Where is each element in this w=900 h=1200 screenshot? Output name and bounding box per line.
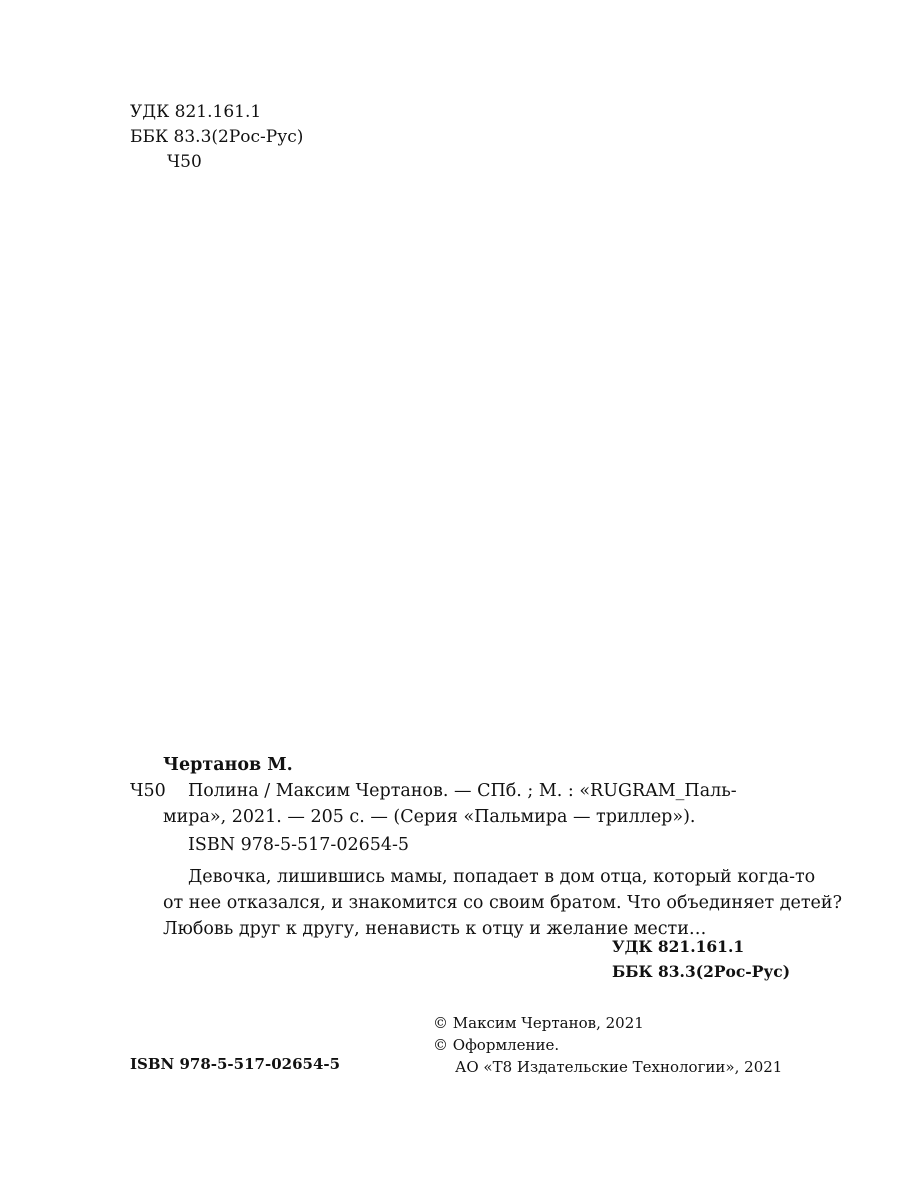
card-title-line-2: мира», 2021. — 205 с. — (Серия «Пальмира — триллер»). <box>163 807 696 827</box>
annotation-line-3: Любовь друг к другу, ненависть к отцу и желание мести… <box>163 919 707 939</box>
card-annotation <box>130 864 842 942</box>
card-title-row <box>130 778 770 804</box>
author-mark: Ч50 <box>167 152 202 172</box>
udk-code: УДК 821.161.1 <box>130 102 262 122</box>
copyright-design: © Оформление. <box>433 1036 560 1054</box>
bbk-code: ББК 83.3(2Рос-Рус) <box>130 127 304 147</box>
footer-bbk: ББК 83.3(2Рос-Рус) <box>612 962 791 981</box>
card-title-line-1: Полина / Максим Чертанов. — СПб. ; М. : «RUGRAM_Паль- <box>188 781 737 801</box>
copyright-author: © Максим Чертанов, 2021 <box>433 1014 644 1032</box>
top-classification-block <box>130 100 303 175</box>
annotation-line-1: Девочка, лишившись мамы, попадает в дом отца, который когда-то <box>188 867 816 887</box>
footer-udk: УДК 821.161.1 <box>612 937 745 956</box>
copyright-block <box>433 1012 782 1078</box>
footer-classification-block <box>612 934 790 984</box>
card-author-mark: Ч50 <box>130 781 166 801</box>
annotation-line-2: от нее отказался, и знакомится со своим братом. Что объединяет детей? <box>163 893 842 913</box>
catalog-card <box>130 752 842 942</box>
card-isbn: ISBN 978-5-517-02654-5 <box>188 835 410 855</box>
copyright-publisher: АО «Т8 Издательские Технологии», 2021 <box>455 1058 783 1076</box>
card-author: Чертанов М. <box>163 755 293 775</box>
footer-isbn: ISBN 978-5-517-02654-5 <box>130 1055 341 1073</box>
